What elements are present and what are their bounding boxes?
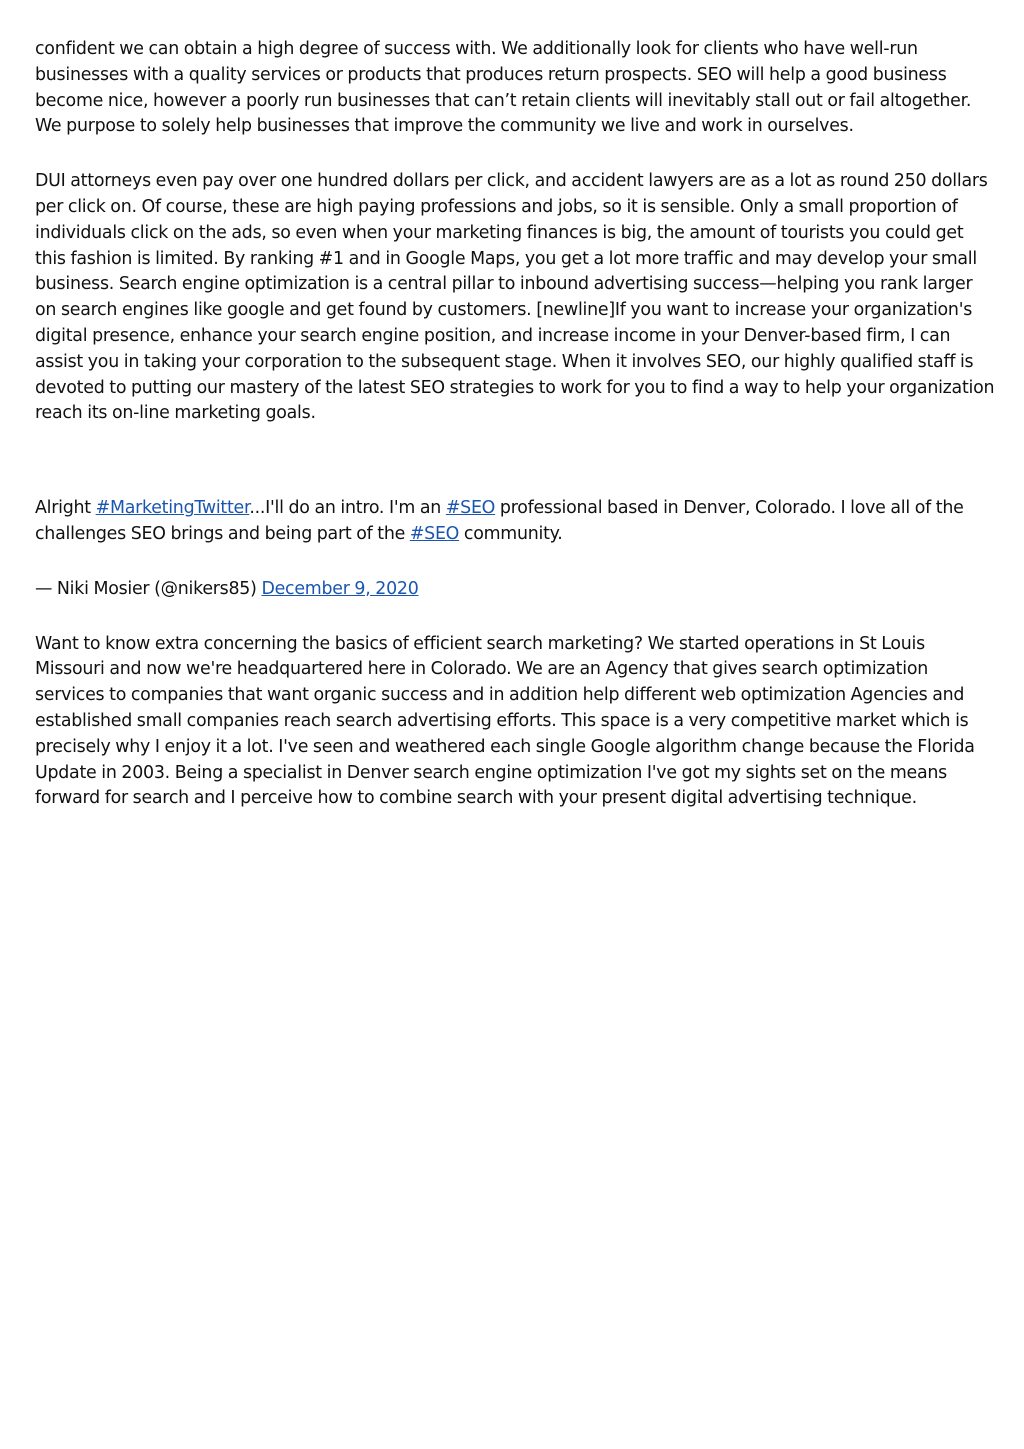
paragraph-search-marketing: Want to know extra concerning the basics of efficient search marketing? We started operations in St Louis Missouri and now we're headquartered here in Colorado. We are an Agency that gives search optimization services to companies that want organic success and in addition help different web optimization Agencies and established small companies reach search advertising efforts. This space is a very competitive market which is precisely why I enjoy it a lot. I've seen and weathered each single Google algorithm change because the Florida Update in 2003. Being a specialist in Denver search engine optimization I've got my sights set on the means forward for search and I perceive how to combine search with your present digital advertising technique.: [35, 633, 975, 809]
tweet-author: — Niki Mosier (@nikers85): [35, 578, 262, 599]
document-body: [35, 37, 995, 812]
tweet-text-part: community.: [459, 523, 563, 544]
tweet-text-part: professional based in Denver, Colorado. I love all of the challenges SEO brings and being part of the: [35, 498, 964, 544]
hashtag-seo-link[interactable]: #SEO: [409, 523, 460, 544]
hashtag-marketingtwitter-link[interactable]: #MarketingTwitter: [95, 498, 250, 519]
tweet-date-link[interactable]: December 9, 2020: [261, 578, 419, 599]
tweet-text-part: Alright: [35, 498, 96, 519]
paragraph-dui-attorneys: DUI attorneys even pay over one hundred dollars per click, and accident lawyers are as a lot as round 250 dollars per click on. Of course, these are high paying professions and jobs, so it is sensible. Only a small proportion of individuals click on the ads, so even when your marketing finances is big, the amount of tourists you could get this fashion is limited. By ranking #1 and in Google Maps, you get a lot more traffic and may develop your small business. Search engine optimization is a central pillar to inbound advertising success—helping you rank larger on search engines like google and get found by customers. [newline]If you want to increase your organization's digital presence, enhance your search engine position, and increase income in your Denver-based firm, I can assist you in taking your corporation to the subsequent stage. When it involves SEO, our highly qualified staff is devoted to putting our mastery of the latest SEO strategies to work for you to find a way to help your organization reach its on-line marketing goals.: [35, 171, 995, 424]
hashtag-seo-link[interactable]: #SEO: [445, 498, 496, 519]
paragraph-intro: confident we can obtain a high degree of success with. We additionally look for clients who have well-run businesses with a quality services or products that produces return prospects. SEO will help a good business become nice, however a poorly run businesses that can’t retain clients will inevitably stall out or fail altogether. We purpose to solely help businesses that improve the community we live and work in ourselves.: [35, 39, 972, 137]
tweet-text-part: ...I'll do an intro. I'm an: [249, 498, 446, 519]
tweet-attribution: [35, 577, 995, 603]
embedded-tweet-text: [35, 496, 995, 548]
